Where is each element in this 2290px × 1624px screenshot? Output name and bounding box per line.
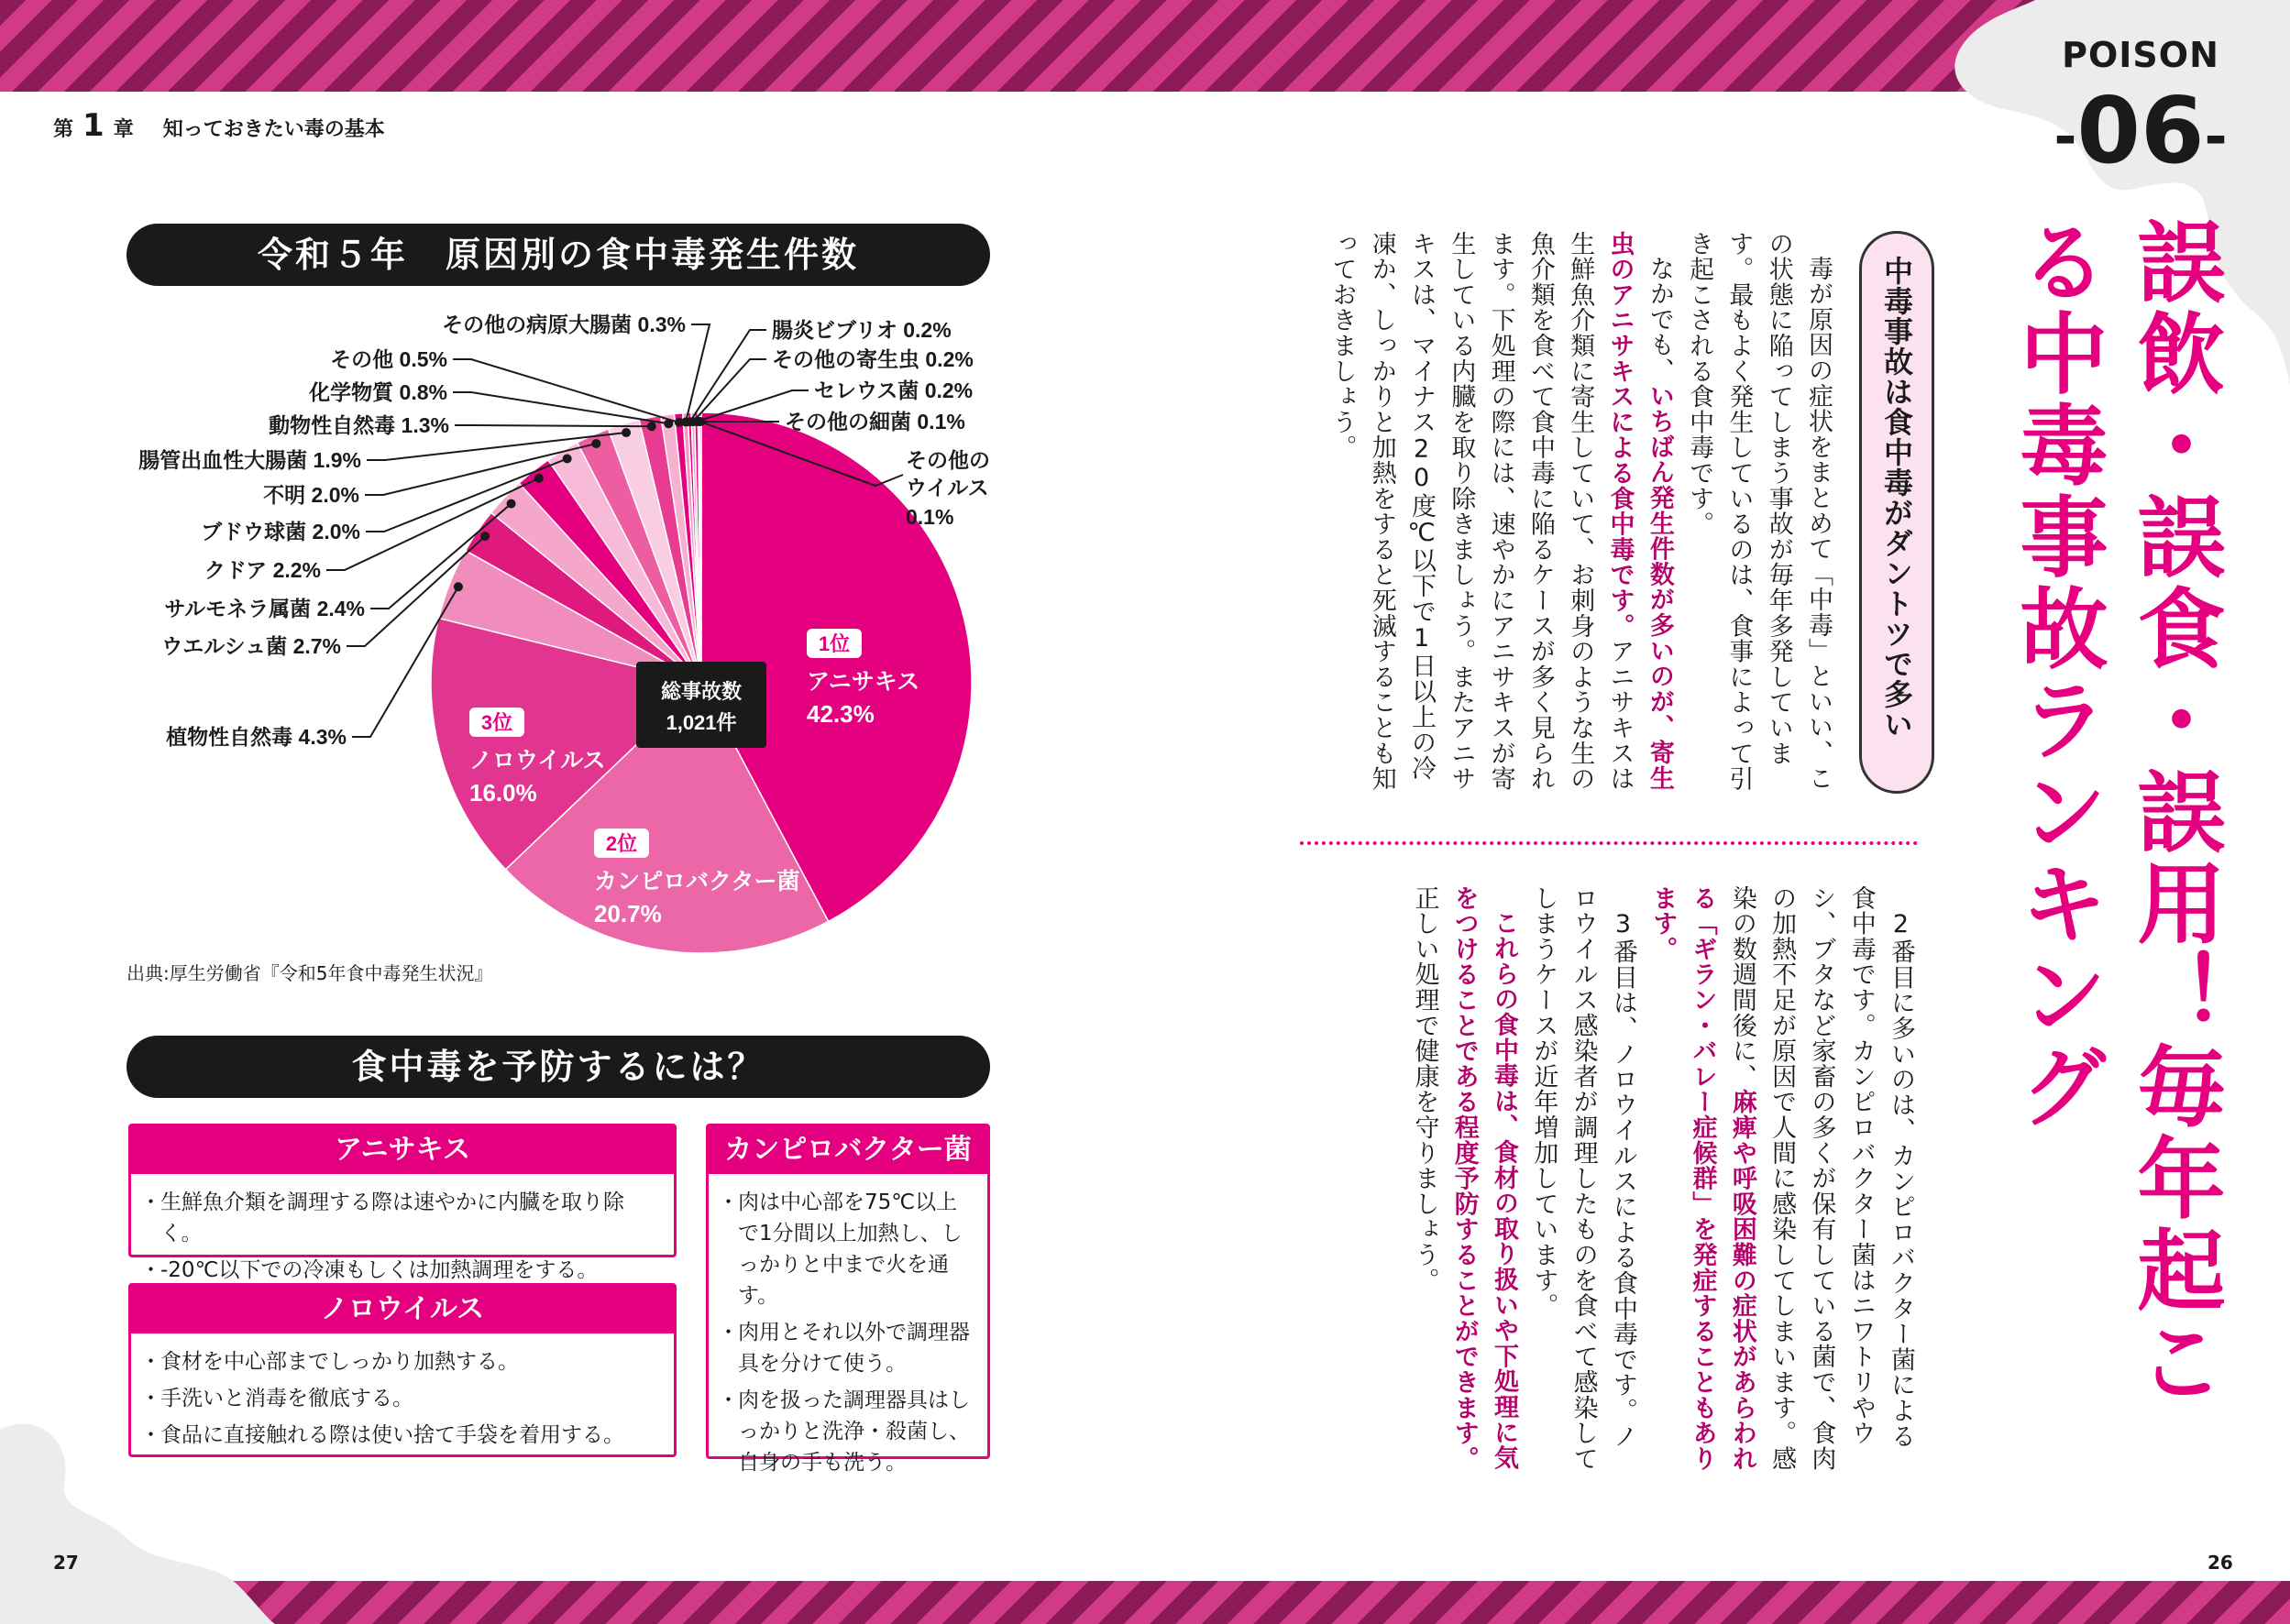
tip-box-norovirus xyxy=(128,1283,677,1457)
tip-item: ・ 肉用とそれ以外で調理器具を分けて使う。 xyxy=(723,1317,974,1379)
tip-item: ・ 肉を扱った調理器具はしっかりと洗浄・殺菌し、自身の手も洗う。 xyxy=(723,1385,974,1478)
callout-label: サルモネラ属菌 2.4% xyxy=(164,597,365,620)
chapter-prefix: 第 xyxy=(53,118,74,141)
leader-dot xyxy=(622,428,631,437)
pie-center-box xyxy=(636,662,766,748)
callout-label: 腸管出血性大腸菌 1.9% xyxy=(138,448,361,472)
rank-badge-text: 1位 xyxy=(818,632,851,655)
poison-label: POISON xyxy=(2062,35,2219,75)
tip-box-campylobacter xyxy=(706,1124,990,1475)
page-number-left: 27 xyxy=(53,1552,79,1574)
emphasis-text: これらの食中毒は、食材の取り扱いや下処理に気をつけることである程度予防することができます。 xyxy=(1449,885,1519,1472)
body-text: アニサキスは生鮮魚介類に寄生していて、お刺身のような生の魚介類を食べて食中毒に陥るケースが多く見られます。下処理の際には、速やかにアニサキスが寄生している内臓を取り除きましょう。またアニサキスは、マイナス20度℃以下で1日以上の冷凍か、しっかりと加熱をすると死滅することも知っておきましょう。 xyxy=(1327,231,1635,792)
tip-box-heading: ノロウイルス xyxy=(131,1286,674,1333)
callout-label: セレウス菌 0.2% xyxy=(814,379,974,402)
body-text: 2番目に多いのは、カンピロバクター菌による食中毒です。カンピロバクター菌はニワトリやウシ、ブタなど家畜の多くが保有している菌で、食肉の加熱不足が原因で人間に感染してしまいます。感染の数週間後に、 xyxy=(1727,885,1915,1472)
callout-label: ウエルシュ菌 2.7% xyxy=(161,634,341,658)
article-subtitle: 中毒事故は食中毒がダントツで多い xyxy=(1879,256,1914,740)
tip-list xyxy=(131,1333,674,1464)
slice-name-label: アニサキス xyxy=(807,669,920,695)
tip-box-heading: カンピロバクター菌 xyxy=(709,1126,987,1174)
callout-label: 不明 2.0% xyxy=(263,483,359,507)
callout-label: 動物性自然毒 1.3% xyxy=(269,413,449,437)
total-label: 総事故数 xyxy=(660,680,743,703)
tip-box-heading: アニサキス xyxy=(131,1126,674,1174)
rank-badge-text: 2位 xyxy=(605,832,638,855)
body-text: 毒が原因の症状をまとめて「中毒」といい、この状態に陥ってしまう事故が毎年多発しています。最もよく発生しているのは、食事によって引き起こされる食中毒です。 xyxy=(1685,231,1833,792)
tip-item: ・ 生鮮魚介類を調理する際は速やかに内臓を取り除く。 xyxy=(146,1187,661,1249)
leader-dot xyxy=(563,454,572,463)
callout-label: 植物性自然毒 4.3% xyxy=(166,725,347,749)
tip-item: ・ 肉は中心部を75℃以上で1分間以上加熱し、しっかりと中まで火を通す。 xyxy=(723,1187,974,1311)
body-text: 3番目は、ノロウイルスによる食中毒です。ノロウイルス感染者が調理したものを食べて感染してしまうケースが近年増加しています。 xyxy=(1529,885,1637,1472)
tip-item: ・ 食材を中心部までしっかり加熱する。 xyxy=(146,1346,661,1377)
body-text: 正しい処理で健康を守りましょう。 xyxy=(1410,885,1439,1293)
body-text: なかでも、 xyxy=(1645,256,1674,383)
callout-label: クドア 2.2% xyxy=(204,558,321,582)
callout-label: その他 0.5% xyxy=(330,347,447,371)
prevention-section-title: 食中毒を予防するには？ xyxy=(127,1036,990,1098)
slice-percent-label: 16.0% xyxy=(469,779,537,807)
leader-line xyxy=(455,425,652,426)
emphasis-text: 麻痺や呼吸困難の症状があらわれる「ギラン・バレー症候群」を発症することもあります。 xyxy=(1648,885,1756,1472)
leader-dot xyxy=(454,582,463,591)
emphasis-text: いちばん発生件数が多いのが、寄生虫のアニサキスによる食中毒です。 xyxy=(1605,231,1674,791)
tip-list xyxy=(709,1174,987,1491)
leader-dot xyxy=(480,532,490,541)
slice-percent-label: 20.7% xyxy=(594,900,662,927)
tip-list xyxy=(131,1174,674,1299)
page-number-right: 26 xyxy=(2207,1552,2233,1574)
chart-section-title: 令和５年 原因別の食中毒発生件数 xyxy=(127,224,990,286)
leader-line xyxy=(689,330,766,422)
callout-label: その他の寄生虫 0.2% xyxy=(772,347,974,371)
callout-label: ウイルス xyxy=(906,476,989,499)
chapter-suffix: 章 xyxy=(113,118,134,141)
leader-line xyxy=(453,359,679,422)
leader-dot xyxy=(591,439,600,448)
slice-name-label: カンピロバクター菌 xyxy=(594,869,800,894)
poison-number: 06 xyxy=(2076,77,2205,184)
poison-dash-left: - xyxy=(2053,104,2077,170)
leader-line xyxy=(453,392,668,423)
leader-dot xyxy=(534,474,544,483)
poison-dash-right: - xyxy=(2204,104,2228,170)
callout-label: 腸炎ビブリオ 0.2% xyxy=(772,318,952,342)
slice-name-label: ノロウイルス xyxy=(469,748,606,774)
tip-box-anisakis xyxy=(128,1124,677,1282)
rank-badge-text: 3位 xyxy=(480,711,513,734)
chapter-title: 知っておきたい毒の基本 xyxy=(162,118,385,141)
tip-item: ・ 食品に直接触れる際は使い捨て手袋を着用する。 xyxy=(146,1420,661,1451)
callout-label: その他の病原大腸菌 0.3% xyxy=(442,313,686,336)
chart-source: 出典:厚生労働省『令和5年食中毒発生状況』 xyxy=(127,962,493,984)
leader-dot xyxy=(507,499,516,509)
article-title: 誤飲・誤食・誤用！毎年起こる中毒事故ランキング xyxy=(2006,216,2226,1408)
leader-dot xyxy=(696,417,705,426)
callout-label: その他の細菌 0.1% xyxy=(785,410,965,433)
callout-label: ブドウ球菌 2.0% xyxy=(201,520,360,543)
leader-dot xyxy=(647,422,656,431)
tip-item: ・ -20℃以下での冷凍もしくは加熱調理をする。 xyxy=(146,1255,661,1286)
chapter-number: 1 xyxy=(83,107,105,144)
slice-percent-label: 42.3% xyxy=(807,700,875,728)
total-value: 1,021件 xyxy=(666,711,737,734)
tip-item: ・ 手洗いと消毒を徹底する。 xyxy=(146,1383,661,1414)
callout-label: その他の xyxy=(906,448,990,472)
callout-label: 化学物質 0.8% xyxy=(309,380,447,404)
callout-label: 0.1% xyxy=(906,505,954,529)
